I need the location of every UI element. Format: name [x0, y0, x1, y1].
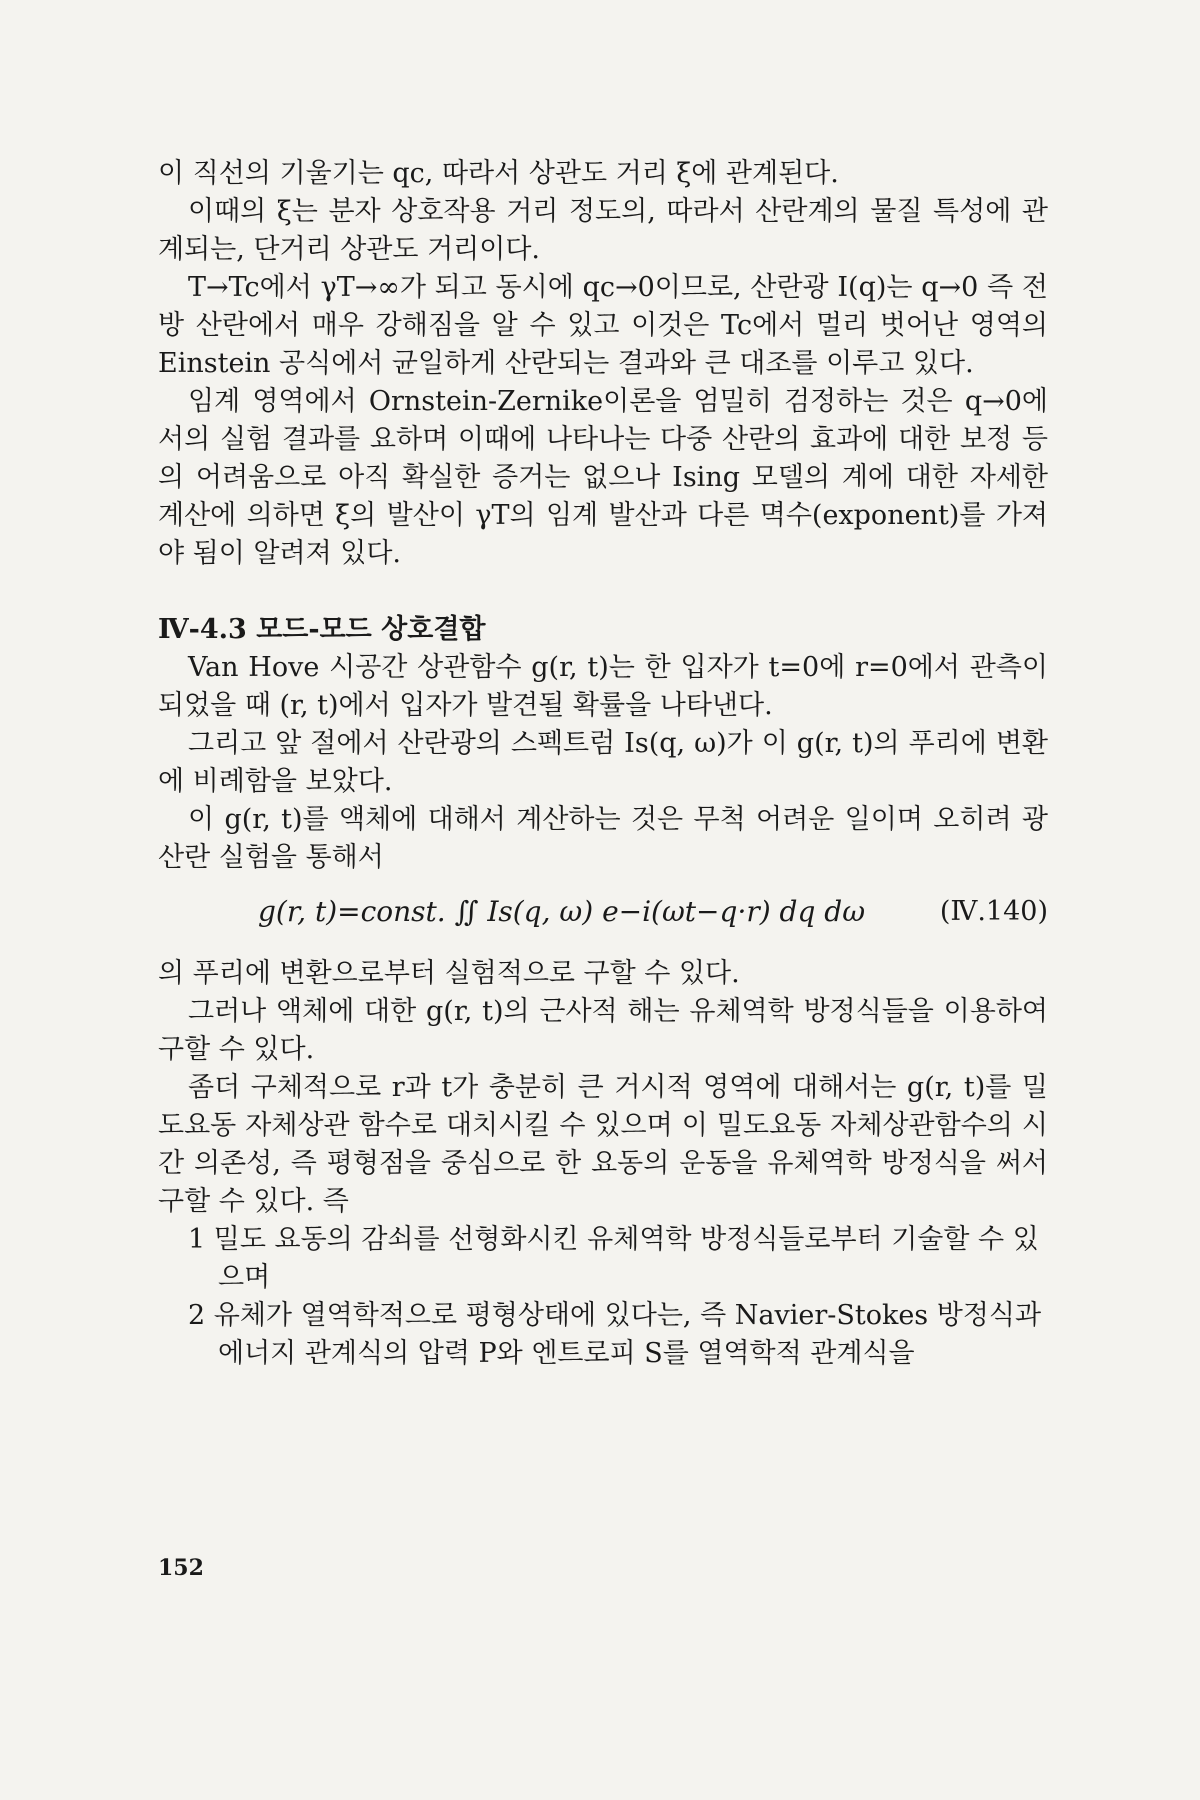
section-gap: [158, 573, 1048, 611]
paragraph: 임계 영역에서 Ornstein-Zernike이론을 엄밀히 검정하는 것은 q→0에서의 실험 결과를 요하며 이때에 나타나는 다중 산란의 효과에 대한 보정 등의 어려움으로 아직 확실한 증거는 없으나 Ising 모델의 계에 대한 자세한 계산에 의하면 ξ의 발산이 γT의 임계 발산과 다른 멱수(exponent)를 가져야 됨이 알려져 있다.: [158, 386, 1048, 569]
equation-number: (Ⅳ.140): [939, 896, 1048, 927]
list-item: 2 유체가 열역학적으로 평형상태에 있다는, 즉 Navier-Stokes 방정식과 에너지 관계식의 압력 P와 엔트로피 S를 열역학적 관계식을: [188, 1300, 1042, 1369]
paragraph: 그러나 액체에 대한 g(r, t)의 근사적 해는 유체역학 방정식들을 이용하여 구할 수 있다.: [158, 996, 1048, 1065]
section-title: Ⅳ-4.3 모드-모드 상호결합: [158, 614, 486, 645]
paragraph: 이 g(r, t)를 액체에 대해서 계산하는 것은 무척 어려운 일이며 오히려 광산란 실험을 통해서: [158, 804, 1048, 873]
list-item: 1 밀도 요동의 감쇠를 선형화시킨 유체역학 방정식들로부터 기술할 수 있으며: [188, 1224, 1039, 1293]
paragraph: 좀더 구체적으로 r과 t가 충분히 큰 거시적 영역에 대해서는 g(r, t)를 밀도요동 자체상관 함수로 대치시킬 수 있으며 이 밀도요동 자체상관함수의 시간 의존성, 즉 평형점을 중심으로 한 요동의 운동을 유체역학 방정식을 써서 구할 수 있다. 즉: [158, 1072, 1048, 1217]
equation-body: g(r, t)=const. ∬ Is(q, ω) e−i(ωt−q·r) dq dω: [258, 895, 866, 928]
paragraph: 이때의 ξ는 분자 상호작용 거리 정도의, 따라서 산란계의 물질 특성에 관계되는, 단거리 상관도 거리이다.: [158, 196, 1048, 265]
paragraph: Van Hove 시공간 상관함수 g(r, t)는 한 입자가 t=0에 r=0에서 관측이 되었을 때 (r, t)에서 입자가 발견될 확률을 나타낸다.: [158, 652, 1048, 721]
page-number: 152: [158, 1555, 204, 1581]
paragraph: T→Tc에서 γT→∞가 되고 동시에 qc→0이므로, 산란광 I(q)는 q→0 즉 전방 산란에서 매우 강해짐을 알 수 있고 이것은 Tc에서 멀리 벗어난 영역의 Einstein 공식에서 균일하게 산란되는 결과와 큰 대조를 이루고 있다.: [158, 272, 1048, 379]
paragraph: 그리고 앞 절에서 산란광의 스펙트럼 Is(q, ω)가 이 g(r, t)의 푸리에 변환에 비례함을 보았다.: [158, 728, 1048, 797]
paragraph: 이 직선의 기울기는 qc, 따라서 상관도 거리 ξ에 관계된다.: [158, 158, 839, 189]
paragraph: 의 푸리에 변환으로부터 실험적으로 구할 수 있다.: [158, 958, 740, 989]
equation: [158, 885, 1048, 943]
page-body: [158, 155, 1048, 1373]
